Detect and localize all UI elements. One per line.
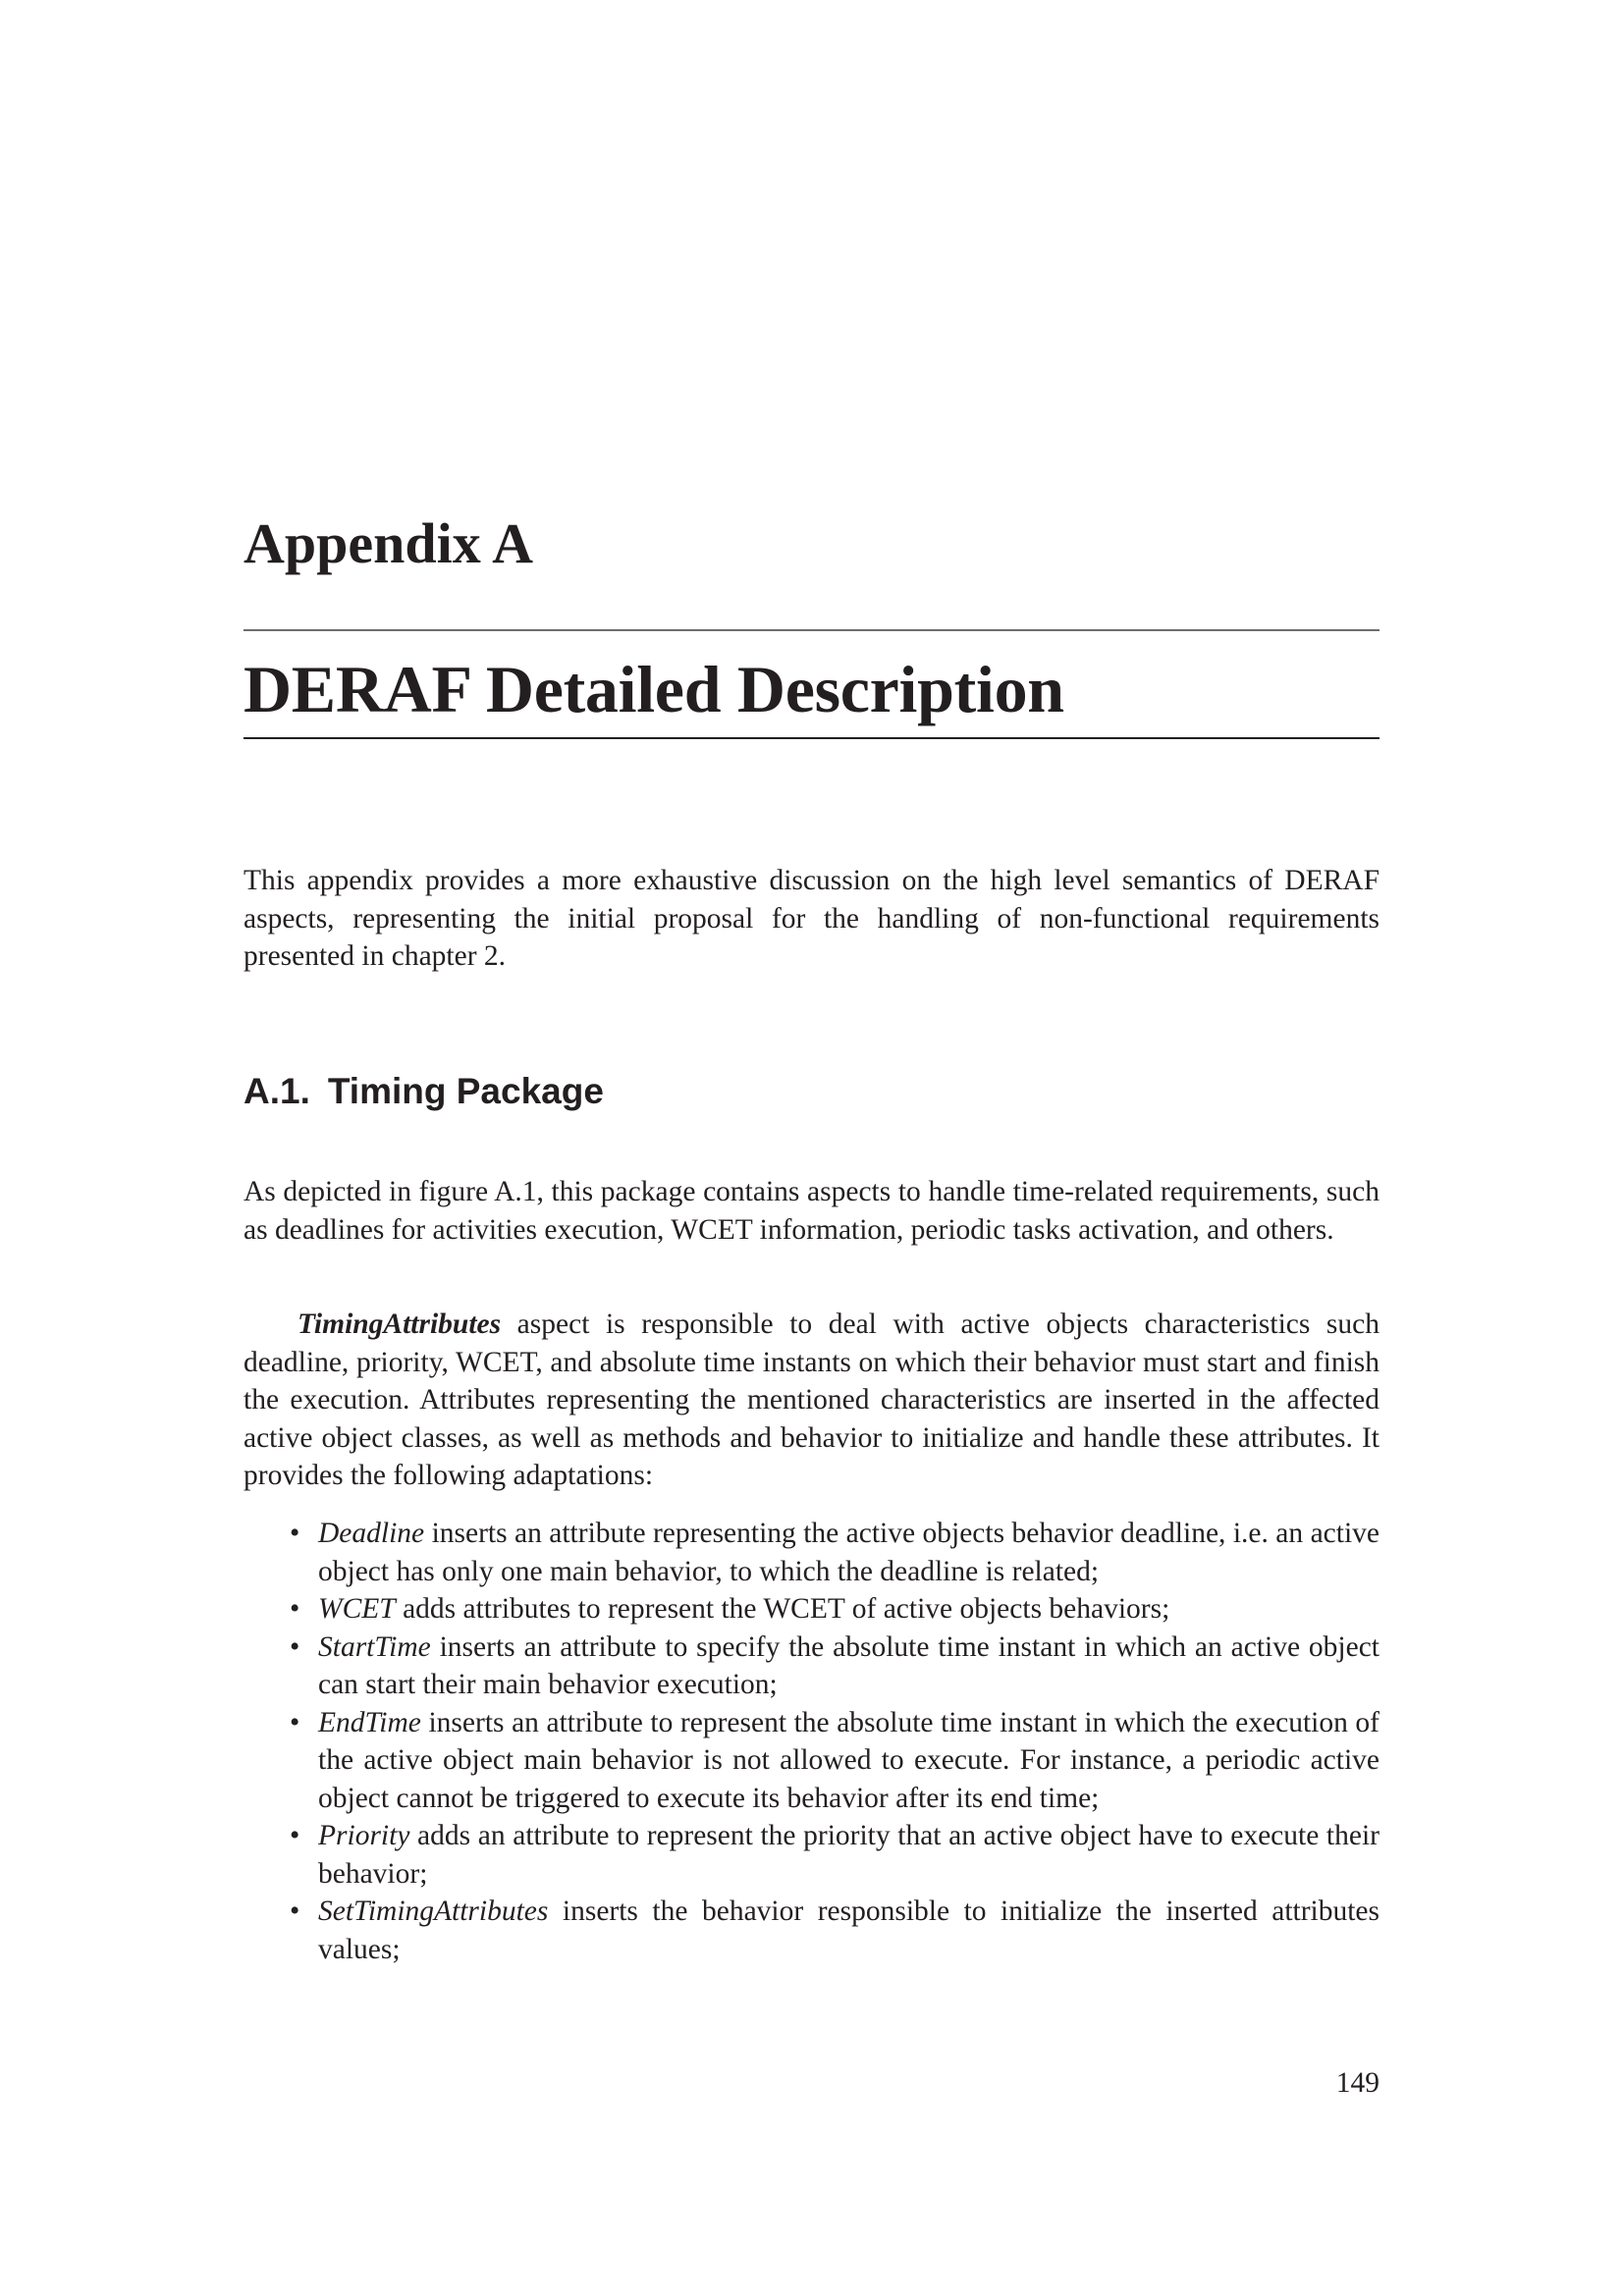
timing-attributes-text: aspect is responsible to deal with active objects characteristics such deadline, priority, WCET, and absolute time instants on which their behavior must start and finish the execution. Attributes representing the mentioned characteristics are inserted in the affected active object classes, as well as methods and behavior to initialize and handle these attributes. It provides the following adaptations: bbox=[243, 1308, 1380, 1491]
paragraph-timing-attributes bbox=[243, 1306, 1380, 1495]
book-page bbox=[243, 0, 1380, 2296]
list-item-text: inserts an attribute to represent the absolute time instant in which the execution of the active object main behavior is not allowed to execute. For instance, a periodic active object cannot be triggered to execute its behavior after its end time; bbox=[318, 1706, 1380, 1814]
section-title: Timing Package bbox=[327, 1071, 604, 1111]
chapter-title: DERAF Detailed Description bbox=[243, 652, 1064, 726]
title-bottom-rule bbox=[243, 737, 1380, 739]
paragraph-timing-package: As depicted in figure A.1, this package contains aspects to handle time-related requirements, such as deadlines for activities execution, WCET information, periodic tasks activation, and others. bbox=[243, 1176, 1380, 1246]
list-item bbox=[243, 1629, 1380, 1704]
list-item-text: inserts an attribute representing the active objects behavior deadline, i.e. an active object has only one main behavior, to which the deadline is related; bbox=[318, 1518, 1380, 1587]
bullet-icon: • bbox=[290, 1706, 300, 1738]
list-item bbox=[243, 1893, 1380, 1968]
bullet-icon: • bbox=[290, 1820, 300, 1851]
title-top-rule bbox=[243, 629, 1380, 631]
bullet-icon: • bbox=[290, 1896, 300, 1927]
list-item bbox=[243, 1817, 1380, 1893]
bullet-icon: • bbox=[290, 1593, 300, 1625]
bullet-icon: • bbox=[290, 1518, 300, 1549]
timing-attributes-term: TimingAttributes bbox=[298, 1308, 502, 1340]
section-number: A.1. bbox=[243, 1071, 310, 1111]
page-number: 149 bbox=[1335, 2067, 1380, 2099]
list-item-term: Priority bbox=[318, 1820, 410, 1851]
list-item bbox=[243, 1590, 1380, 1629]
list-item-term: EndTime bbox=[318, 1706, 421, 1738]
list-item-text: inserts an attribute to specify the absolute time instant in which an active object can start their main behavior execution; bbox=[318, 1630, 1380, 1700]
list-item bbox=[243, 1704, 1380, 1818]
appendix-label: Appendix A bbox=[243, 511, 533, 575]
list-item-text: adds attributes to represent the WCET of active objects behaviors; bbox=[395, 1593, 1170, 1625]
list-item-text: inserts the behavior responsible to initialize the inserted attributes values; bbox=[318, 1896, 1380, 1965]
list-item-term: WCET bbox=[318, 1593, 396, 1625]
list-item bbox=[243, 1515, 1380, 1590]
bullet-icon: • bbox=[290, 1630, 300, 1663]
section-heading bbox=[243, 1070, 604, 1113]
list-item-term: SetTimingAttributes bbox=[318, 1896, 549, 1927]
list-item-text: adds an attribute to represent the priority that an active object have to execute their behavior; bbox=[318, 1820, 1380, 1890]
list-item-term: StartTime bbox=[318, 1630, 431, 1663]
adaptations-list bbox=[243, 1515, 1380, 1968]
intro-paragraph: This appendix provides a more exhaustive discussion on the high level semantics of DERAF aspects, representing the initial proposal for the handling of non-functional requirements presented in chapter 2. bbox=[243, 865, 1380, 972]
list-item-term: Deadline bbox=[318, 1518, 425, 1549]
